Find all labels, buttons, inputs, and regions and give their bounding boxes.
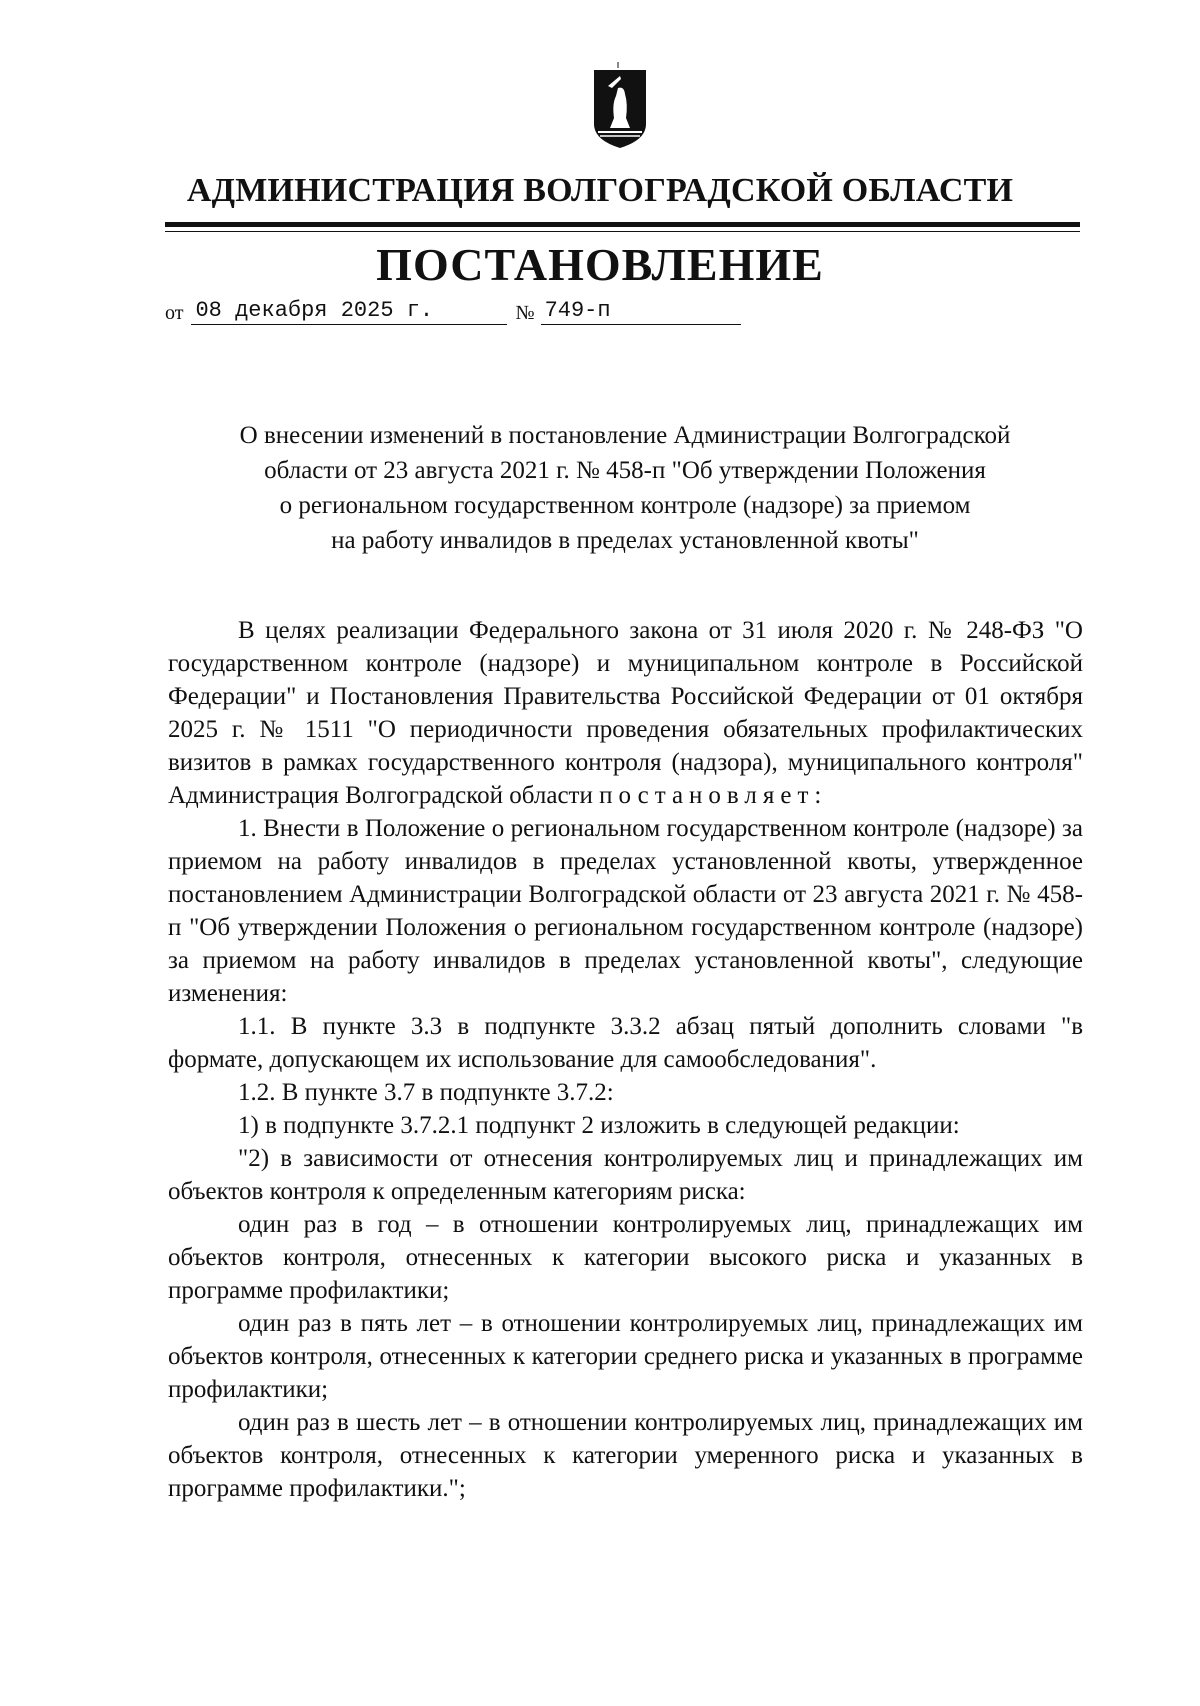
body-paragraph: 1. Внести в Положение о региональном государственном контроле (надзоре) за приемом на работу инвалидов в пределах установленной квоты, утвержденное постановлением Администрации Волгоградской области от 23 августа 2021 г. № 458-п "Об утверждении Положения о региональном государственном контроле (надзоре) за приемом на работу инвалидов в пределах установленной квоты", следующие изменения: (168, 815, 1083, 1007)
date-number-line (165, 298, 741, 325)
document-type: ПОСТАНОВЛЕНИЕ (376, 239, 824, 290)
preamble-text: В целях реализации Федерального закона от 31 июля 2020 г. № 248-ФЗ "О государственном контроле (надзоре) и муниципальном контроле в Российской Федерации" и Постановления Правительства Российской Федерации от 01 октября 2025 г. № 1511 "О периодичности проведения обязательных профилактических визитов в рамках государственного контроля (надзора), муниципального контроля" Администрация Волгоградской области (168, 617, 1083, 809)
body-paragraph: один раз в год – в отношении контролируемых лиц, принадлежащих им объектов контроля, отнесенных к категории высокого риска и указанных в программе профилактики; (168, 1211, 1083, 1304)
preamble-paragraph (168, 614, 1083, 812)
organization-name: АДМИНИСТРАЦИЯ ВОЛГОГРАДСКОЙ ОБЛАСТИ (186, 172, 1014, 209)
body-paragraph: 1.1. В пункте 3.3 в подпункте 3.3.2 абзац пятый дополнить словами "в формате, допускающем их использование для самообследования". (168, 1013, 1083, 1073)
header-rule-thick (165, 222, 1080, 227)
body-paragraph: один раз в пять лет – в отношении контролируемых лиц, принадлежащих им объектов контроля, отнесенных к категории среднего риска и указанных в программе профилактики; (168, 1310, 1083, 1403)
subject-line: О внесении изменений в постановление Администрации Волгоградской (239, 422, 1011, 449)
document-subject (170, 418, 1080, 558)
subject-line: области от 23 августа 2021 г. № 458-п "Об утверждении Положения (264, 457, 986, 484)
body-paragraph: 1.2. В пункте 3.7 в подпункте 3.7.2: (238, 1079, 614, 1106)
body-paragraph: 1) в подпункте 3.7.2.1 подпункт 2 изложить в следующей редакции: (238, 1112, 960, 1139)
coat-of-arms-icon (590, 62, 650, 156)
document-body (168, 614, 1083, 1505)
document-number: 749-п (541, 298, 741, 325)
document-date: 08 декабря 2025 г. (191, 298, 507, 325)
date-prefix: от (165, 302, 184, 324)
number-prefix: № (515, 302, 535, 324)
header-rule-thin (165, 231, 1080, 232)
decree-word: постановляет: (599, 782, 828, 809)
subject-line: о региональном государственном контроле (надзоре) за приемом (279, 492, 971, 519)
subject-line: на работу инвалидов в пределах установленной квоты" (331, 527, 919, 554)
body-paragraph: "2) в зависимости от отнесения контролируемых лиц и принадлежащих им объектов контроля к определенным категориям риска: (168, 1145, 1083, 1205)
body-paragraph: один раз в шесть лет – в отношении контролируемых лиц, принадлежащих им объектов контроля, отнесенных к категории умеренного риска и указанных в программе профилактики."; (168, 1409, 1083, 1502)
